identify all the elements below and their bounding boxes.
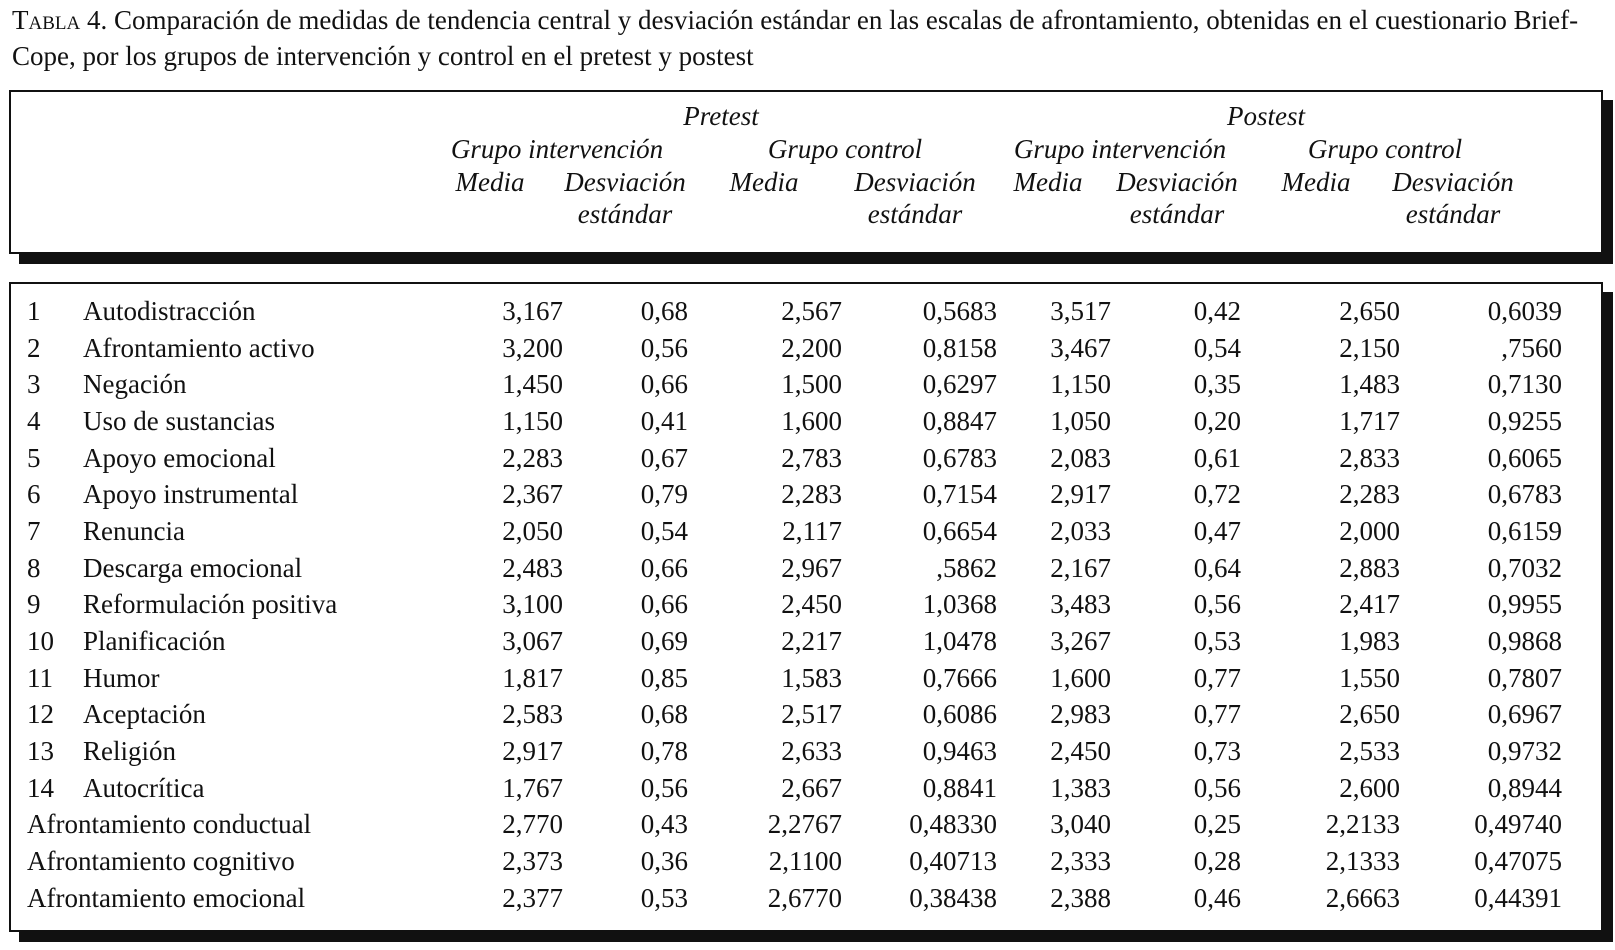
table-cell: 2,367	[502, 479, 563, 510]
table-row	[11, 697, 1562, 734]
header-desviacion: Desviación	[1116, 167, 1238, 197]
table-row	[11, 366, 1562, 403]
row-label: Autocrítica	[83, 772, 205, 803]
table-cell: 0,49740	[1474, 809, 1562, 840]
table-body	[9, 282, 1603, 932]
table-cell: 0,67	[640, 442, 688, 473]
row-label: Apoyo instrumental	[83, 479, 299, 510]
table-cell: 2,533	[1339, 736, 1400, 767]
table-cell: 1,583	[781, 662, 842, 693]
table-cell: 0,6039	[1487, 295, 1562, 326]
row-label: Uso de sustancias	[83, 405, 275, 436]
table-cell: 3,100	[502, 589, 563, 620]
row-label: Religión	[83, 736, 176, 767]
table-cell: 2,450	[781, 589, 842, 620]
table-cell: 1,383	[1050, 772, 1111, 803]
table-cell: 1,983	[1339, 626, 1400, 657]
table-cell: 2,150	[1339, 332, 1400, 363]
table-cell: 1,483	[1339, 369, 1400, 400]
header-postest: Postest	[1227, 101, 1305, 131]
table-cell: 0,77	[1193, 699, 1241, 730]
header-media: Media	[455, 167, 525, 197]
row-number: 6	[27, 479, 41, 510]
table-cell: 0,54	[1193, 332, 1241, 363]
table-cell: 2,917	[502, 736, 563, 767]
table-cell: 2,377	[502, 882, 563, 913]
table-cell: 0,48330	[909, 809, 997, 840]
table-cell: 0,28	[1193, 846, 1241, 877]
table-cell: 3,167	[502, 295, 563, 326]
table-cell: 0,43	[640, 809, 688, 840]
table-row	[11, 660, 1562, 697]
table-cell: 0,54	[640, 515, 688, 546]
row-number: 5	[27, 442, 41, 473]
table-cell: 2,6663	[1325, 882, 1400, 913]
table-cell: 3,267	[1050, 626, 1111, 657]
table-cell: 0,46	[1193, 882, 1241, 913]
row-label: Afrontamiento cognitivo	[27, 846, 295, 877]
table-row	[11, 807, 1562, 844]
table-cell: 0,6654	[922, 515, 997, 546]
table-row	[11, 733, 1562, 770]
header-estandar: estándar	[577, 199, 673, 229]
table-cell: ,5862	[936, 552, 997, 583]
table-cell: 2,2133	[1325, 809, 1400, 840]
table-cell: 0,9255	[1487, 405, 1562, 436]
table-cell: 2,1100	[768, 846, 842, 877]
header-estandar: estándar	[867, 199, 963, 229]
table-cell: 2,283	[502, 442, 563, 473]
header-media: Media	[1281, 167, 1351, 197]
table-cell: 0,47	[1193, 515, 1241, 546]
table-cell: 1,500	[781, 369, 842, 400]
caption-text: Comparación de medidas de tendencia central y desviación estándar en las escalas de afrontamiento, obtenidas en el cuestionario Brief-Cope, por los grupos de intervención y control en el pretest y postest	[12, 5, 1579, 71]
header-media: Media	[1013, 167, 1083, 197]
row-label: Afrontamiento activo	[83, 332, 315, 363]
row-label: Autodistracción	[83, 295, 256, 326]
table-cell: 3,483	[1050, 589, 1111, 620]
table-cell: 0,8841	[922, 772, 997, 803]
table-cell: 0,20	[1193, 405, 1241, 436]
table-cell: 2,373	[502, 846, 563, 877]
table-cell: 0,6086	[922, 699, 997, 730]
row-number: 4	[27, 405, 41, 436]
table-cell: 0,47075	[1474, 846, 1562, 877]
header-pretest-grupo-intervencion: Grupo intervención	[450, 134, 664, 164]
table-cell: 0,78	[640, 736, 688, 767]
table-cell: 0,6297	[922, 369, 997, 400]
table-cell: 0,5683	[922, 295, 997, 326]
caption-label: Tabla 4.	[12, 5, 108, 35]
table-cell: 1,600	[781, 405, 842, 436]
table-cell: 0,42	[1193, 295, 1241, 326]
row-label: Negación	[83, 369, 187, 400]
table-cell: 2,200	[781, 332, 842, 363]
table-cell: 0,8944	[1487, 772, 1562, 803]
table-cell: 1,600	[1050, 662, 1111, 693]
table-cell: 2,600	[1339, 772, 1400, 803]
table-cell: 0,53	[640, 882, 688, 913]
table-row	[11, 293, 1562, 330]
table-cell: 2,883	[1339, 552, 1400, 583]
row-number: 7	[27, 515, 41, 546]
row-label: Afrontamiento emocional	[27, 882, 306, 913]
table-cell: 0,61	[1193, 442, 1241, 473]
row-label: Renuncia	[83, 515, 185, 546]
table-cell: 1,0368	[922, 589, 997, 620]
table-cell: 2,283	[781, 479, 842, 510]
table-cell: 2,667	[781, 772, 842, 803]
table-header	[9, 90, 1603, 254]
table-cell: 2,217	[781, 626, 842, 657]
table-cell: 0,9463	[922, 736, 997, 767]
row-label: Apoyo emocional	[83, 442, 276, 473]
table-row	[11, 770, 1562, 807]
table-cell: 3,200	[502, 332, 563, 363]
table-cell: 0,7130	[1487, 369, 1562, 400]
row-number: 13	[27, 736, 54, 767]
table-cell: 0,85	[640, 662, 688, 693]
table-row	[11, 513, 1562, 550]
table-cell: ,7560	[1501, 332, 1562, 363]
row-number: 2	[27, 332, 41, 363]
table-row	[11, 843, 1562, 880]
table-cell: 2,650	[1339, 295, 1400, 326]
table-cell: 2,283	[1339, 479, 1400, 510]
table-cell: 0,9955	[1487, 589, 1562, 620]
table-cell: 0,6783	[1487, 479, 1562, 510]
table-row	[11, 550, 1562, 587]
table-row	[11, 403, 1562, 440]
row-number: 11	[27, 662, 53, 693]
table-cell: 1,817	[502, 662, 563, 693]
table-cell: 3,040	[1050, 809, 1111, 840]
table-cell: 0,7666	[922, 662, 997, 693]
table-cell: 2,417	[1339, 589, 1400, 620]
table-row	[11, 880, 1562, 917]
table-cell: 1,050	[1050, 405, 1111, 436]
header-pretest-grupo-control: Grupo control	[767, 134, 923, 164]
table-cell: 0,68	[640, 295, 688, 326]
table-cell: 2,388	[1050, 882, 1111, 913]
table-cell: 1,150	[1050, 369, 1111, 400]
table-cell: 2,783	[781, 442, 842, 473]
table-cell: 0,66	[640, 552, 688, 583]
table-cell: 2,450	[1050, 736, 1111, 767]
row-label: Humor	[83, 662, 160, 693]
table-row	[11, 440, 1562, 477]
header-postest-grupo-intervencion: Grupo intervención	[1013, 134, 1227, 164]
data-table	[11, 293, 1562, 917]
table-cell: 0,53	[1193, 626, 1241, 657]
row-label: Aceptación	[83, 699, 206, 730]
table-cell: 3,067	[502, 626, 563, 657]
row-label: Afrontamiento conductual	[27, 809, 312, 840]
row-number: 3	[27, 369, 41, 400]
table-cell: 0,7807	[1487, 662, 1562, 693]
table-row	[11, 587, 1562, 624]
header-media: Media	[729, 167, 799, 197]
table-cell: 0,7032	[1487, 552, 1562, 583]
header-estandar: estándar	[1405, 199, 1501, 229]
table-cell: 0,8158	[922, 332, 997, 363]
table-row	[11, 476, 1562, 513]
table-cell: 2,333	[1050, 846, 1111, 877]
table-cell: 0,9868	[1487, 626, 1562, 657]
table-cell: 3,517	[1050, 295, 1111, 326]
table-cell: 2,967	[781, 552, 842, 583]
table-cell: 2,6770	[767, 882, 842, 913]
table-cell: 0,73	[1193, 736, 1241, 767]
table-cell: 0,40713	[909, 846, 997, 877]
table-cell: 1,550	[1339, 662, 1400, 693]
table-cell: 0,44391	[1474, 882, 1562, 913]
table-row	[11, 623, 1562, 660]
table-cell: 2,1333	[1325, 846, 1400, 877]
table-cell: 0,9732	[1487, 736, 1562, 767]
table-cell: 1,717	[1339, 405, 1400, 436]
table-cell: 2,517	[781, 699, 842, 730]
table-cell: 2,650	[1339, 699, 1400, 730]
table-cell: 0,66	[640, 369, 688, 400]
table-row	[11, 330, 1562, 367]
table-cell: 2,2767	[767, 809, 842, 840]
table-cell: 0,56	[1193, 772, 1241, 803]
table-cell: 0,56	[1193, 589, 1241, 620]
table-cell: 2,833	[1339, 442, 1400, 473]
table-cell: 1,450	[502, 369, 563, 400]
header-desviacion: Desviación	[564, 167, 686, 197]
table-cell: 0,6967	[1487, 699, 1562, 730]
table-cell: 0,68	[640, 699, 688, 730]
table-cell: 2,000	[1339, 515, 1400, 546]
table-cell: 2,050	[502, 515, 563, 546]
table-cell: 2,583	[502, 699, 563, 730]
row-number: 9	[27, 589, 41, 620]
table-cell: 2,770	[502, 809, 563, 840]
table-cell: 0,6159	[1487, 515, 1562, 546]
table-cell: 2,083	[1050, 442, 1111, 473]
table-cell: 0,56	[640, 772, 688, 803]
table-cell: 0,72	[1193, 479, 1241, 510]
table-cell: 0,25	[1193, 809, 1241, 840]
table-cell: 0,8847	[922, 405, 997, 436]
table-cell: 0,38438	[909, 882, 997, 913]
table-cell: 0,35	[1193, 369, 1241, 400]
table-cell: 2,983	[1050, 699, 1111, 730]
table-cell: 0,69	[640, 626, 688, 657]
row-number: 14	[27, 772, 54, 803]
table-cell: 0,79	[640, 479, 688, 510]
table-cell: 0,7154	[922, 479, 997, 510]
row-label: Descarga emocional	[83, 552, 303, 583]
row-label: Planificación	[83, 626, 226, 657]
table-cell: 0,56	[640, 332, 688, 363]
table-cell: 2,167	[1050, 552, 1111, 583]
table-cell: 0,6783	[922, 442, 997, 473]
row-label: Reformulación positiva	[83, 589, 338, 620]
table-cell: 0,41	[640, 405, 688, 436]
header-pretest: Pretest	[683, 101, 759, 131]
table-cell: 1,0478	[922, 626, 997, 657]
table-cell: 2,033	[1050, 515, 1111, 546]
table-cell: 0,66	[640, 589, 688, 620]
row-number: 1	[27, 295, 41, 326]
table-cell: 3,467	[1050, 332, 1111, 363]
table-cell: 0,6065	[1487, 442, 1562, 473]
row-number: 12	[27, 699, 54, 730]
table-cell: 0,64	[1193, 552, 1241, 583]
header-desviacion: Desviación	[854, 167, 976, 197]
header-estandar: estándar	[1129, 199, 1225, 229]
header-postest-grupo-control: Grupo control	[1307, 134, 1463, 164]
row-number: 8	[27, 552, 41, 583]
table-cell: 2,633	[781, 736, 842, 767]
table-cell: 0,77	[1193, 662, 1241, 693]
table-cell: 0,36	[640, 846, 688, 877]
header-desviacion: Desviación	[1392, 167, 1514, 197]
table-cell: 2,567	[781, 295, 842, 326]
table-cell: 2,917	[1050, 479, 1111, 510]
table-cell: 1,150	[502, 405, 563, 436]
table-cell: 2,117	[782, 515, 842, 546]
table-caption	[12, 2, 1602, 74]
row-number: 10	[27, 626, 54, 657]
table-cell: 1,767	[502, 772, 563, 803]
table-cell: 2,483	[502, 552, 563, 583]
